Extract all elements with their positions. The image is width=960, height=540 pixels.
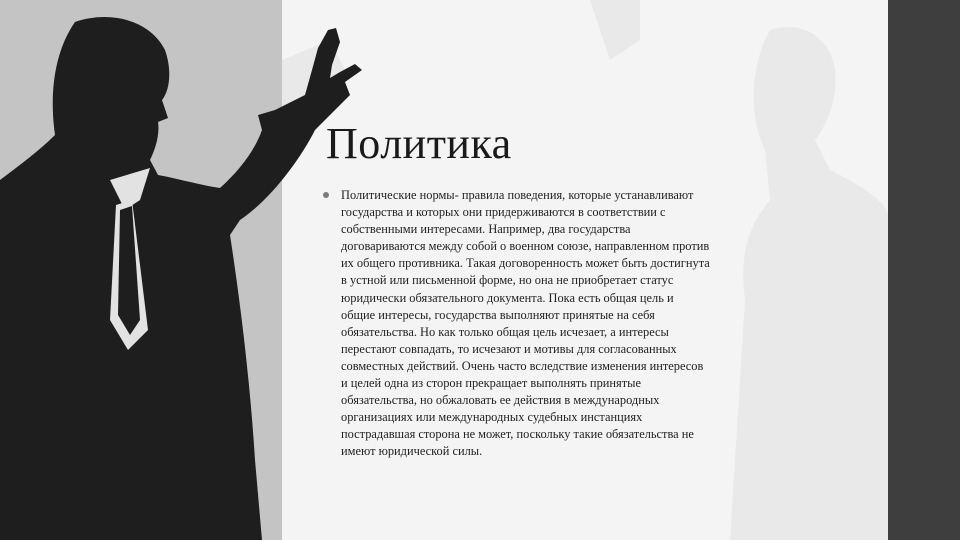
body-text-line: их общего противника. Такая договоренность может быть достигнута [341,256,710,271]
body-text-line: имеют юридической силы. [341,444,483,459]
body-text-line: общие интересы, государства выполняют принятые на себя [341,307,655,322]
slide-body-text [341,187,861,461]
body-text-line: обязательства. Но как только общая цель исчезает, а интересы [341,324,669,339]
body-text-line: перестают совпадать, то исчезают и мотивы для согласованных [341,341,677,356]
body-text-line: организациях или международных судебных инстанциях [341,410,643,425]
body-text-line: государства и которых они придерживаются в соответствии с [341,205,666,220]
body-text-line: договариваются между собой о военном союзе, направленном против [341,239,710,254]
body-text-line: пострадавшая сторона не может, поскольку такие обязательства не [341,427,694,442]
body-text-line: совместных действий. Очень часто вследствие изменения интересов [341,358,704,373]
body-text-line: Политические нормы- правила поведения, которые устанавливают [341,188,694,202]
body-text-line: юридически обязательного документа. Пока есть общая цель и [341,290,674,305]
body-text-line: собственными интересами. Например, два государства [341,222,631,237]
man-silhouette-left [0,17,362,540]
bullet-icon [323,192,329,198]
body-text-line: и целей одна из сторон прекращает выполнять принятые [341,376,641,391]
body-text-line: в устной или письменной форме, но она не приобретает статус [341,273,674,288]
body-text-line: обязательства, но обжаловать ее действия в международных [341,393,660,408]
slide-title: Политика [326,119,512,168]
